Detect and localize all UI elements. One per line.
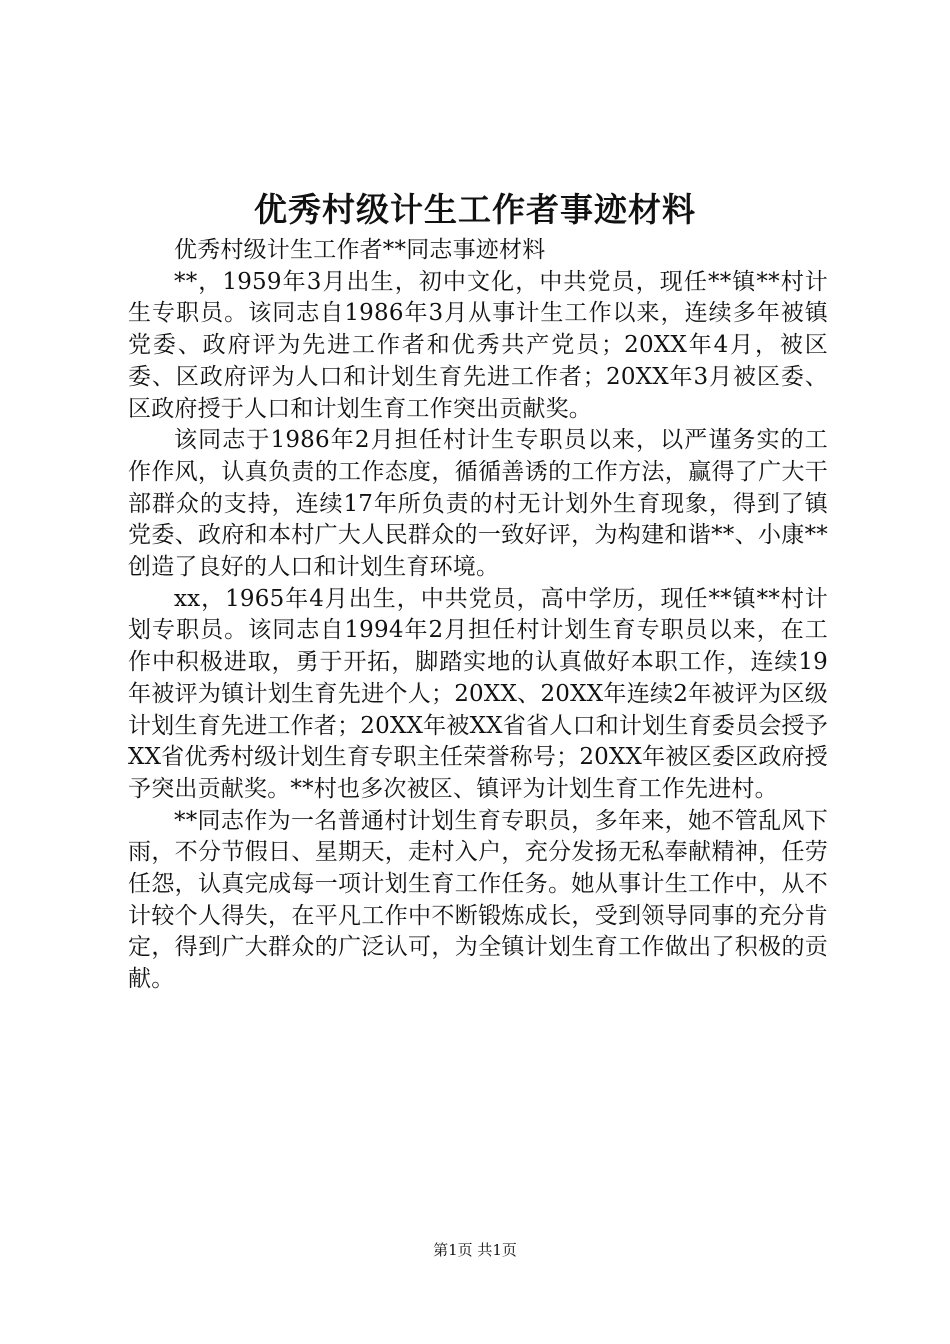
body-paragraph: xx，1965年4月出生，中共党员，高中学历，现任**镇**村计划专职员。该同志自1994年2月担任村计划生育专职员以来，在工作中积极进取，勇于开拓，脚踏实地的认真做好本职工作，连续19年被评为镇计划生育先进个人；20XX、20XX年连续2年被评为区级计划生育先进工作者；20XX年被XX省省人口和计划生育委员会授予XX省优秀村级计划生育专职主任荣誉称号；20XX年被区委区政府授予突出贡献奖。**村也多次被区、镇评为计划生育工作先进村。 — [128, 585, 828, 802]
body-paragraph: 该同志于1986年2月担任村计生专职员以来，以严谨务实的工作作风，认真负责的工作态度，循循善诱的工作方法，赢得了广大干部群众的支持，连续17年所负责的村无计划外生育现象，得到了镇党委、政府和本村广大人民群众的一致好评，为构建和谐**、小康**创造了良好的人口和计划生育环境。 — [128, 427, 828, 581]
page-number-footer: 第1页 共1页 — [433, 1241, 517, 1259]
body-paragraph: **，1959年3月出生，初中文化，中共党员，现任**镇**村计生专职员。该同志自1986年3月从事计生工作以来，连续多年被镇党委、政府评为先进工作者和优秀共产党员；20XX年4月，被区委、区政府评为人口和计划生育先进工作者；20XX年3月被区委、区政府授于人口和计划生育工作突出贡献奖。 — [128, 268, 828, 422]
document-title: 优秀村级计生工作者事迹材料 — [254, 190, 696, 229]
subtitle-paragraph: 优秀村级计生工作者**同志事迹材料 — [174, 237, 546, 263]
document-body — [128, 235, 828, 996]
body-paragraph: **同志作为一名普通村计划生育专职员，多年来，她不管乱风下雨，不分节假日、星期天，走村入户，充分发扬无私奉献精神，任劳任怨，认真完成每一项计划生育工作任务。她从事计生工作中，从不计较个人得失，在平凡工作中不断锻炼成长，受到领导同事的充分肯定，得到广大群众的广泛认可，为全镇计划生育工作做出了积极的贡献。 — [128, 807, 828, 993]
